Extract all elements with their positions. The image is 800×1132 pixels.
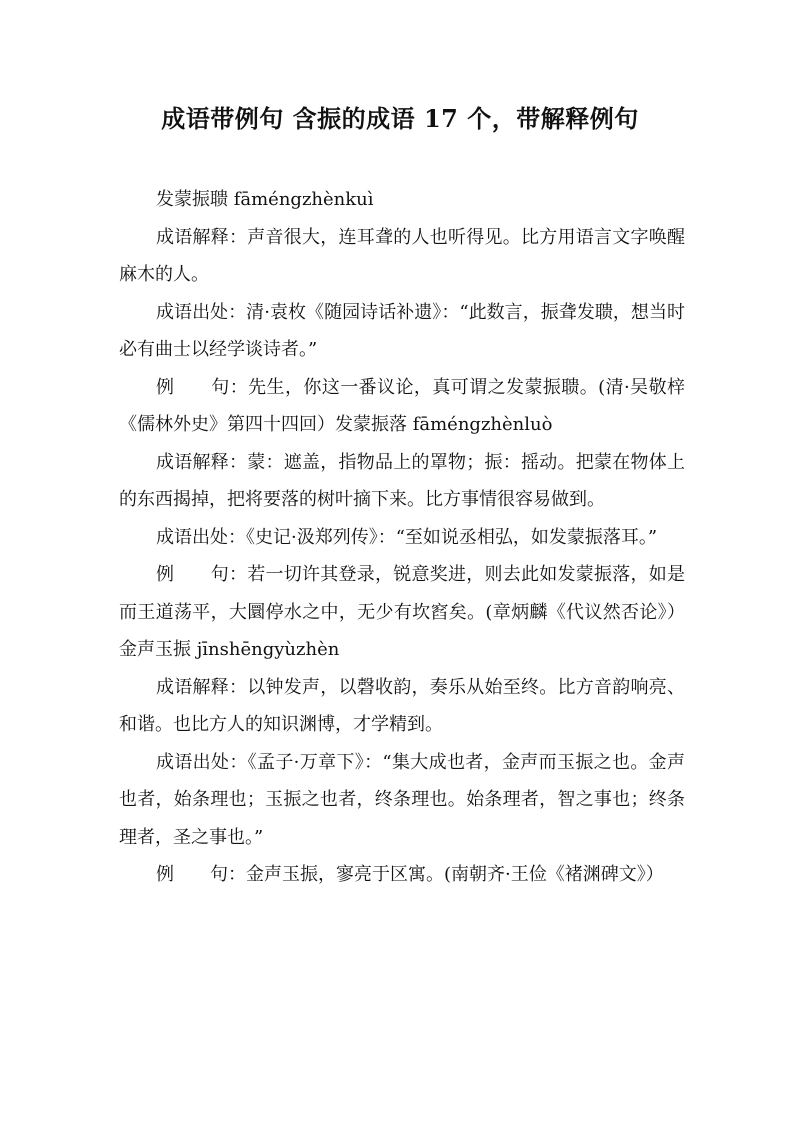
idiom-heading: 发蒙振聩 fāméngzhènkuì: [156, 189, 374, 210]
idiom-explanation: 成语解释：以钟发声，以磬收韵，奏乐从始至终。比方音韵响亮、和谐。也比方人的知识渊博，才学精到。: [119, 676, 685, 735]
idiom-explanation: 成语解释：声音很大，连耳聋的人也听得见。比方用语言文字唤醒麻木的人。: [119, 226, 685, 285]
idiom-source: 成语出处：清·袁枚《随园诗话补遗》：“此数言，振聋发聩，想当时必有曲士以经学谈诗者。”: [119, 301, 685, 360]
idiom-source: 成语出处：《史记·汲郑列传》：“至如说丞相弘，如发蒙振落耳。”: [156, 526, 658, 548]
idiom-example: 例 句：先生，你这一番议论，真可谓之发蒙振聩。(清·吴敬梓《儒林外史》第四十四回）发蒙振落 fāméngzhènluò: [119, 376, 685, 435]
document-body: [119, 181, 685, 894]
idiom-explanation: 成语解释：蒙：遮盖，指物品上的罩物；振：摇动。把蒙在物体上的东西揭掉，把将要落的树叶摘下来。比方事情很容易做到。: [119, 451, 685, 510]
idiom-example: 例 句：金声玉振，寥亮于区寓。(南朝齐·王俭《褚渊碑文》）: [156, 864, 664, 885]
page-title: 成语带例句 含振的成语 17 个，带解释例句: [161, 104, 639, 133]
idiom-example: 例 句：若一切许其登录，锐意奖进，则去此如发蒙振落，如是而王道荡平，大圜停水之中，无少有坎窞矣。(章炳麟《代议然否论》）金声玉振 jīnshēngyùzhèn: [119, 564, 685, 660]
idiom-source: 成语出处：《孟子·万章下》：“集大成也者，金声而玉振之也。金声也者，始条理也；玉振之也者，终条理也。始条理者，智之事也；终条理者，圣之事也。”: [119, 751, 685, 848]
